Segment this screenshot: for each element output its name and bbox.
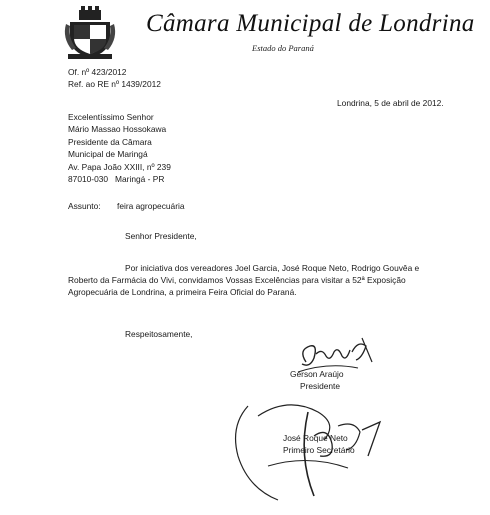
subject-label: Assunto:: [68, 201, 101, 211]
body-line: Roberto da Farmácia do Vivi, convidamos Vossas Excelências para visitar a 52ª Exposição: [68, 275, 406, 285]
body-line: Agropecuária de Londrina, a primeira Feira Oficial do Paraná.: [68, 287, 297, 297]
oficio-number: Of. nº 423/2012: [68, 67, 127, 77]
closing: Respeitosamente,: [125, 329, 193, 339]
letterhead-subtitle: Estado do Paraná: [252, 43, 314, 53]
subject-value: feira agropecuária: [117, 201, 185, 211]
signatory-name: Gerson Araújo: [290, 369, 344, 379]
signatory-role: Primeiro Secretário: [283, 445, 355, 455]
recipient-line: Presidente da Câmara: [68, 136, 152, 147]
letter-date: Londrina, 5 de abril de 2012.: [337, 98, 444, 108]
recipient-line: Excelentíssimo Senhor: [68, 112, 154, 122]
reference-number: Ref. ao RE nº 1439/2012: [68, 79, 161, 89]
signatory-name: José Roque Neto: [283, 433, 348, 443]
signatory-role: Presidente: [300, 381, 341, 391]
recipient-line: 87010-030 Maringá - PR: [68, 174, 165, 184]
municipal-crest-icon: [62, 4, 118, 60]
letterhead-title: Câmara Municipal de Londrina: [146, 10, 475, 37]
recipient-line: Mário Massao Hossokawa: [68, 124, 167, 135]
body-line: Por iniciativa dos vereadores Joel Garcia, José Roque Neto, Rodrigo Gouvêa e: [125, 263, 420, 273]
recipient-line: Av. Papa João XXIII, nº 239: [68, 161, 171, 172]
salutation: Senhor Presidente,: [125, 231, 197, 241]
recipient-line: Municipal de Maringá: [68, 149, 148, 160]
